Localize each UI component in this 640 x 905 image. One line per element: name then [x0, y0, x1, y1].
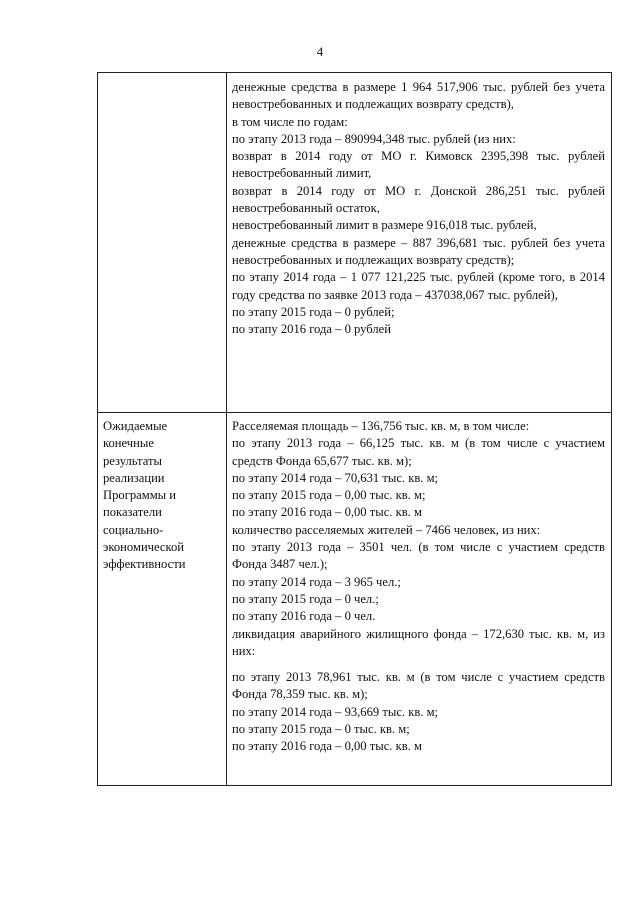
text-line: по этапу 2013 года – 66,125 тыс. кв. м (в том числе с участием средств Фонда 65,677 тыс. кв. м); [232, 436, 605, 468]
text-line: по этапу 2016 года – 0 чел. [232, 609, 376, 624]
text-line: в том числе по годам: [232, 114, 348, 129]
heading-line: конечные [103, 436, 154, 451]
text-line: по этапу 2016 года – 0,00 тыс. кв. м [232, 505, 422, 520]
text-line: по этапу 2015 года – 0,00 тыс. кв. м; [232, 488, 426, 503]
text-line: по этапу 2015 года – 0 рублей; [232, 304, 395, 319]
text-line: по этапу 2014 года – 70,631 тыс. кв. м; [232, 470, 439, 485]
text-line: по этапу 2014 года – 3 965 чел.; [232, 574, 401, 589]
table-row [98, 413, 612, 786]
heading-line: реализации [103, 470, 165, 485]
heading-line: экономической [103, 540, 185, 555]
heading-line: Программы и [103, 488, 177, 503]
text-line: ликвидация аварийного жилищного фонда – 172,630 тыс. кв. м, из них: [232, 626, 605, 658]
text-line: по этапу 2013 78,961 тыс. кв. м (в том числе с участием средств Фонда 78,359 тыс. кв. м); [232, 670, 605, 702]
page-number: 4 [316, 44, 324, 59]
row-heading-cell [98, 73, 227, 413]
heading-line: результаты [103, 453, 162, 468]
text-line: денежные средства в размере 1 964 517,906 тыс. рублей без учета невостребованных и подлежащих возврату средств), [232, 80, 605, 112]
text-line: по этапу 2016 года – 0 рублей [232, 322, 391, 337]
heading-line: эффективности [103, 557, 186, 572]
text-line: количество расселяемых жителей – 7466 человек, из них: [232, 522, 541, 537]
text-line: по этапу 2016 года – 0,00 тыс. кв. м [232, 739, 422, 754]
text-line: возврат в 2014 году от МО г. Донской 286,251 тыс. рублей невостребованный остаток, [232, 183, 605, 216]
results-text-cell [227, 413, 612, 786]
text-line: по этапу 2013 года – 3501 чел. (в том числе с участием средств Фонда 3487 чел.); [232, 540, 605, 572]
text-line: по этапу 2014 года – 93,669 тыс. кв. м; [232, 704, 439, 719]
text-line: денежные средства в размере – 887 396,681 тыс. рублей без учета невостребованных и подлежащих возврату средств); [232, 235, 605, 267]
table-row [98, 73, 612, 413]
text-line: по этапу 2013 года – 890994,348 тыс. рублей (из них: [232, 131, 516, 146]
row-heading-cell [98, 413, 227, 786]
heading-line: показатели [103, 505, 162, 520]
text-line: Расселяемая площадь – 136,756 тыс. кв. м, в том числе: [232, 419, 530, 433]
funding-text-cell [227, 73, 612, 413]
heading-line: Ожидаемые [103, 419, 168, 433]
text-line: по этапу 2015 года – 0 тыс. кв. м; [232, 722, 410, 737]
text-line: по этапу 2015 года – 0 чел.; [232, 591, 379, 606]
heading-line: социально- [103, 522, 164, 537]
text-line: возврат в 2014 году от МО г. Кимовск 2395,398 тыс. рублей невостребованный лимит, [232, 149, 605, 181]
text-line: по этапу 2014 года – 1 077 121,225 тыс. рублей (кроме того, в 2014 году средства по заявке 2013 года – 437038,067 тыс. рублей), [232, 270, 605, 302]
program-passport-table [97, 72, 612, 786]
text-line: невостребованный лимит в размере 916,018 тыс. рублей, [232, 218, 537, 233]
